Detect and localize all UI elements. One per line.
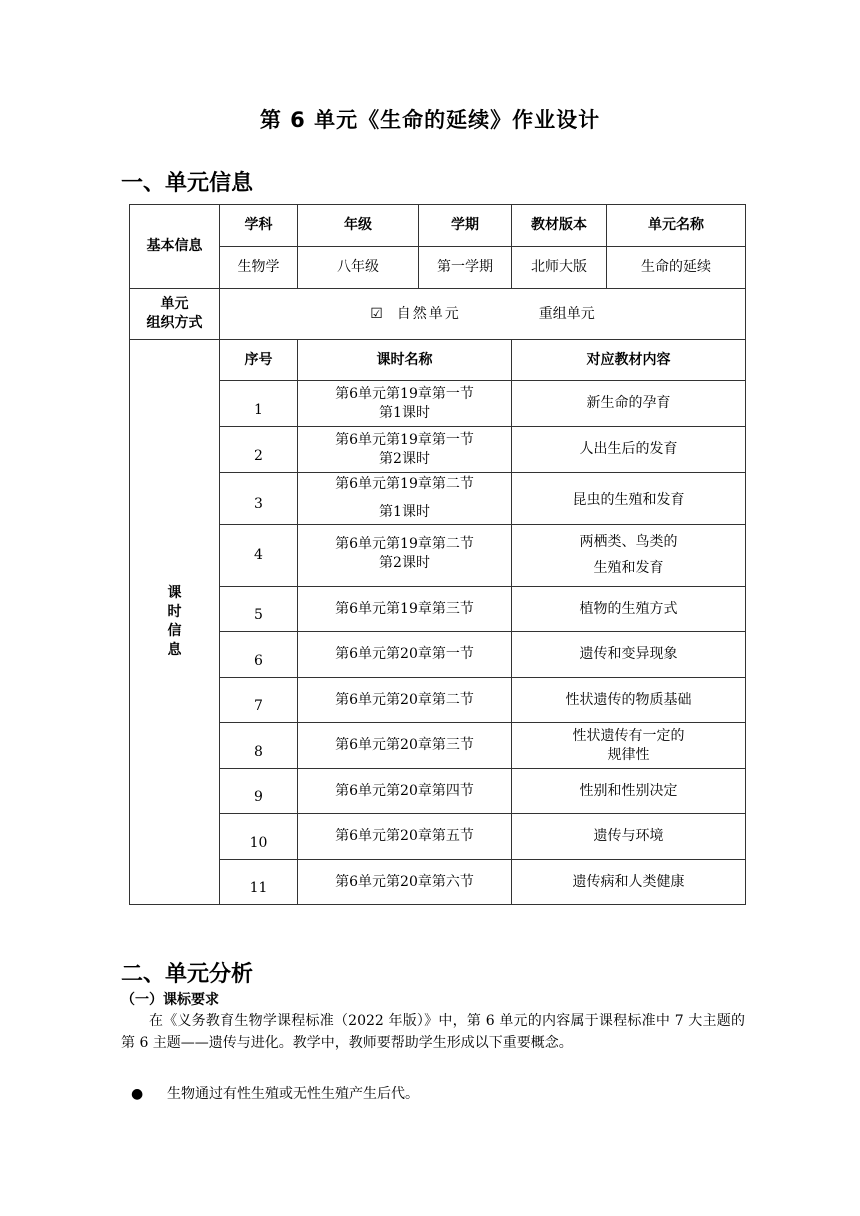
lesson-content xyxy=(512,632,746,678)
table-row xyxy=(130,525,746,587)
natural-unit-checkbox-icon[interactable]: ☑ xyxy=(370,305,383,322)
lesson-info-char: 息 xyxy=(167,642,182,658)
lesson-name xyxy=(298,473,512,525)
org-label-line2: 组织方式 xyxy=(146,315,203,331)
table-row xyxy=(130,814,746,860)
table-row xyxy=(130,769,746,814)
header-grade: 年级 xyxy=(298,205,419,247)
lesson-no: 2 xyxy=(220,427,298,473)
lesson-name-line1: 第6单元第19章第二节 xyxy=(335,476,474,492)
lesson-name-line1: 第6单元第20章第三节 xyxy=(335,737,474,753)
lesson-name xyxy=(298,525,512,587)
section-heading-unit-info: 一、单元信息 xyxy=(121,171,254,196)
curriculum-paragraph: 在《义务教育生物学课程标准（2022 年版）》中，第 6 单元的内容属于课程标准中 7 大主题的第 6 主题——遗传与进化。教学中，教师要帮助学生形成以下重要概念。 xyxy=(121,1013,745,1051)
table-row xyxy=(130,632,746,678)
page-title: 第 6 单元《生命的延续》作业设计 xyxy=(259,108,601,132)
header-semester: 学期 xyxy=(419,205,512,247)
value-textbook-edition: 北师大版 xyxy=(512,247,607,289)
org-options xyxy=(220,289,746,340)
lesson-name xyxy=(298,587,512,632)
table-row xyxy=(130,860,746,905)
header-lesson-name: 课时名称 xyxy=(298,340,512,381)
value-unit-name: 生命的延续 xyxy=(607,247,746,289)
lesson-content-line1: 遗传和变异现象 xyxy=(579,646,678,662)
lesson-info-char: 课 xyxy=(167,585,182,601)
bullet-text: 生物通过有性生殖或无性生殖产生后代。 xyxy=(167,1086,419,1102)
lesson-no: 3 xyxy=(220,473,298,525)
lesson-name xyxy=(298,860,512,905)
table-row xyxy=(130,473,746,525)
lesson-content xyxy=(512,381,746,427)
value-subject: 生物学 xyxy=(220,247,298,289)
lesson-content-line1: 遗传病和人类健康 xyxy=(572,873,685,890)
lesson-content-line1: 遗传与环境 xyxy=(593,828,664,844)
lesson-content-line2: 规律性 xyxy=(607,746,650,763)
natural-unit-label: 自然单元 xyxy=(396,305,461,322)
lesson-name-line1: 第6单元第19章第一节 xyxy=(335,431,474,448)
lesson-no: 11 xyxy=(220,860,298,905)
lesson-name xyxy=(298,427,512,473)
lesson-name-line1: 第6单元第19章第二节 xyxy=(335,536,474,552)
table-row xyxy=(130,427,746,473)
lesson-name-line1: 第6单元第19章第一节 xyxy=(335,385,474,402)
lesson-no: 4 xyxy=(220,525,298,587)
lesson-name xyxy=(298,769,512,814)
lesson-content-line2: 生殖和发育 xyxy=(593,560,664,576)
lesson-no: 8 xyxy=(220,723,298,769)
lesson-name-line2: 第2课时 xyxy=(379,555,430,571)
lesson-content xyxy=(512,427,746,473)
lesson-name xyxy=(298,632,512,678)
value-grade: 八年级 xyxy=(298,247,419,289)
lesson-name xyxy=(298,723,512,769)
restructured-unit-label: 重组单元 xyxy=(538,305,595,322)
lesson-content xyxy=(512,769,746,814)
lesson-content xyxy=(512,814,746,860)
lesson-content-line1: 人出生后的发育 xyxy=(579,441,678,457)
org-label-line1: 单元 xyxy=(160,296,189,312)
header-textbook-content: 对应教材内容 xyxy=(512,340,746,381)
lesson-name xyxy=(298,381,512,427)
org-label xyxy=(130,289,220,340)
lesson-no: 10 xyxy=(220,814,298,860)
lesson-content xyxy=(512,860,746,905)
table-row xyxy=(130,587,746,632)
lesson-content-line1: 性状遗传有一定的 xyxy=(572,727,685,744)
unit-info-table xyxy=(129,204,746,905)
lesson-name-line1: 第6单元第20章第一节 xyxy=(335,646,474,662)
lesson-info-char: 时 xyxy=(167,604,182,620)
lesson-content-line1: 性状遗传的物质基础 xyxy=(565,691,692,708)
header-textbook-edition: 教材版本 xyxy=(512,205,607,247)
lesson-content xyxy=(512,723,746,769)
lesson-content-line1: 昆虫的生殖和发育 xyxy=(572,492,685,508)
header-unit-name: 单元名称 xyxy=(607,205,746,247)
lesson-content xyxy=(512,473,746,525)
lesson-name-line1: 第6单元第19章第三节 xyxy=(335,600,474,617)
table-row xyxy=(130,723,746,769)
lesson-name-line2: 第1课时 xyxy=(379,504,430,520)
lesson-no: 7 xyxy=(220,678,298,723)
lesson-name-line2: 第2课时 xyxy=(379,450,430,467)
bullet-icon: ● xyxy=(131,1086,144,1102)
lesson-name-line1: 第6单元第20章第六节 xyxy=(335,873,474,890)
lesson-content-line1: 两栖类、鸟类的 xyxy=(579,534,678,550)
lesson-no: 1 xyxy=(220,381,298,427)
basic-info-label: 基本信息 xyxy=(130,205,220,289)
lesson-no: 6 xyxy=(220,632,298,678)
lesson-name-line1: 第6单元第20章第二节 xyxy=(335,691,474,708)
section-heading-unit-analysis: 二、单元分析 xyxy=(121,962,254,987)
lesson-no: 5 xyxy=(220,587,298,632)
lesson-info-char: 信 xyxy=(167,623,182,639)
lesson-name-line1: 第6单元第20章第五节 xyxy=(335,828,474,844)
lesson-content xyxy=(512,525,746,587)
lesson-content-line1: 植物的生殖方式 xyxy=(579,600,678,617)
lesson-content xyxy=(512,587,746,632)
lesson-content-line1: 新生命的孕育 xyxy=(586,395,671,411)
lesson-content xyxy=(512,678,746,723)
header-subject: 学科 xyxy=(220,205,298,247)
lesson-name xyxy=(298,678,512,723)
lesson-content-line1: 性别和性别决定 xyxy=(579,782,678,799)
list-item xyxy=(131,1083,419,1103)
lesson-info-label xyxy=(130,340,220,905)
lesson-no: 9 xyxy=(220,769,298,814)
header-sequence: 序号 xyxy=(220,340,298,381)
table-row xyxy=(130,678,746,723)
lesson-name xyxy=(298,814,512,860)
table-row xyxy=(130,381,746,427)
lesson-name-line1: 第6单元第20章第四节 xyxy=(335,782,474,799)
subsection-heading-curriculum-requirements: （一）课标要求 xyxy=(121,992,219,1008)
lesson-name-line2: 第1课时 xyxy=(379,404,430,421)
value-semester: 第一学期 xyxy=(419,247,512,289)
